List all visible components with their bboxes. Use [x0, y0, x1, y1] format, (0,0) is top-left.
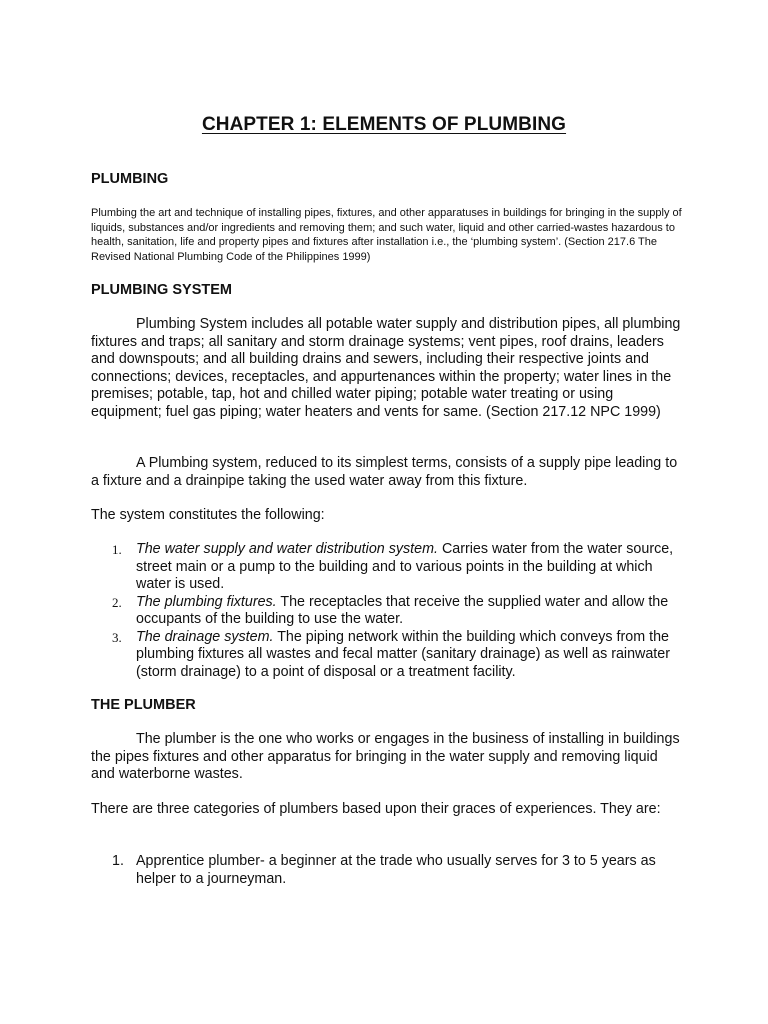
list-item-text: Apprentice plumber- a beginner at the trade who usually serves for 3 to 5 years as helper to a journeyman. — [136, 853, 656, 887]
plumber-definition-paragraph: The plumber is the one who works or engages in the business of installing in buildings the pipes fixtures and other apparatus for bringing in the water supply and removing liquid and waterborne wastes. — [91, 731, 680, 782]
list-item-term: The water supply and water distribution system. — [136, 541, 438, 557]
list-item-text: Carries water from the water source, street main or a pump to the building and to various points in the building at which water is used. — [136, 541, 674, 592]
plumbing-definition-paragraph: Plumbing the art and technique of installing pipes, fixtures, and other apparatuses in buildings for bringing in the supply of liquids, substances and/or ingredients and removing them; and such water, liquid and other carried-wastes hazardous to health, sanitation, life and property pipes and fixtures after installation i.e., the ‘plumbing system’. (Section 217.6 The Revised National Plumbing Code of the Philippines 1999) — [91, 207, 682, 263]
section-heading-plumbing: PLUMBING — [91, 171, 169, 187]
list-item-number: 1. — [112, 542, 122, 557]
list-item-number: 3. — [112, 629, 122, 645]
list-item — [91, 629, 681, 682]
list-item-number: 2. — [112, 594, 122, 610]
plumbing-system-paragraph: Plumbing System includes all potable water supply and distribution pipes, all plumbing fixtures and traps; all sanitary and storm drainage systems; vent pipes, roof drains, leaders and downspouts; and all building drains and sewers, including their respective joints and connections; devices, receptacles, and appurtenances within the property; water lines in the premises; potable, tap, hot and chilled water piping; potable water treating or using equipment; fuel gas piping; water heaters and vents for same. (Section 217.12 NPC 1999) — [91, 316, 681, 420]
list-item — [91, 541, 681, 594]
list-item-text: The receptacles that receive the supplied water and allow the occupants of the building to use the water. — [136, 593, 669, 627]
chapter-title: CHAPTER 1: ELEMENTS OF PLUMBING — [201, 114, 567, 135]
list-item-term: The plumbing fixtures. — [136, 593, 277, 610]
plumbing-system-components-list — [91, 541, 681, 681]
plumber-categories-list — [91, 853, 681, 888]
system-constitutes-paragraph: The system constitutes the following: — [91, 507, 325, 523]
list-item — [91, 853, 681, 888]
plumber-categories-paragraph: There are three categories of plumbers based upon their graces of experiences. They are: — [91, 801, 661, 817]
list-item-number: 1. — [112, 853, 124, 869]
list-item-text: The piping network within the building which conveys from the plumbing fixtures all wastes and fecal matter (sanitary drainage) as well as rainwater (storm drainage) to a point of disposal or a treatment facility. — [136, 628, 670, 680]
list-item-term: The drainage system. — [136, 628, 274, 645]
plumbing-system-simple-terms-paragraph: A Plumbing system, reduced to its simplest terms, consists of a supply pipe leading to a fixture and a drainpipe taking the used water away from this fixture. — [91, 455, 678, 489]
section-heading-plumbing-system: PLUMBING SYSTEM — [91, 282, 232, 298]
section-heading-the-plumber: THE PLUMBER — [91, 697, 196, 713]
list-item — [91, 594, 681, 629]
